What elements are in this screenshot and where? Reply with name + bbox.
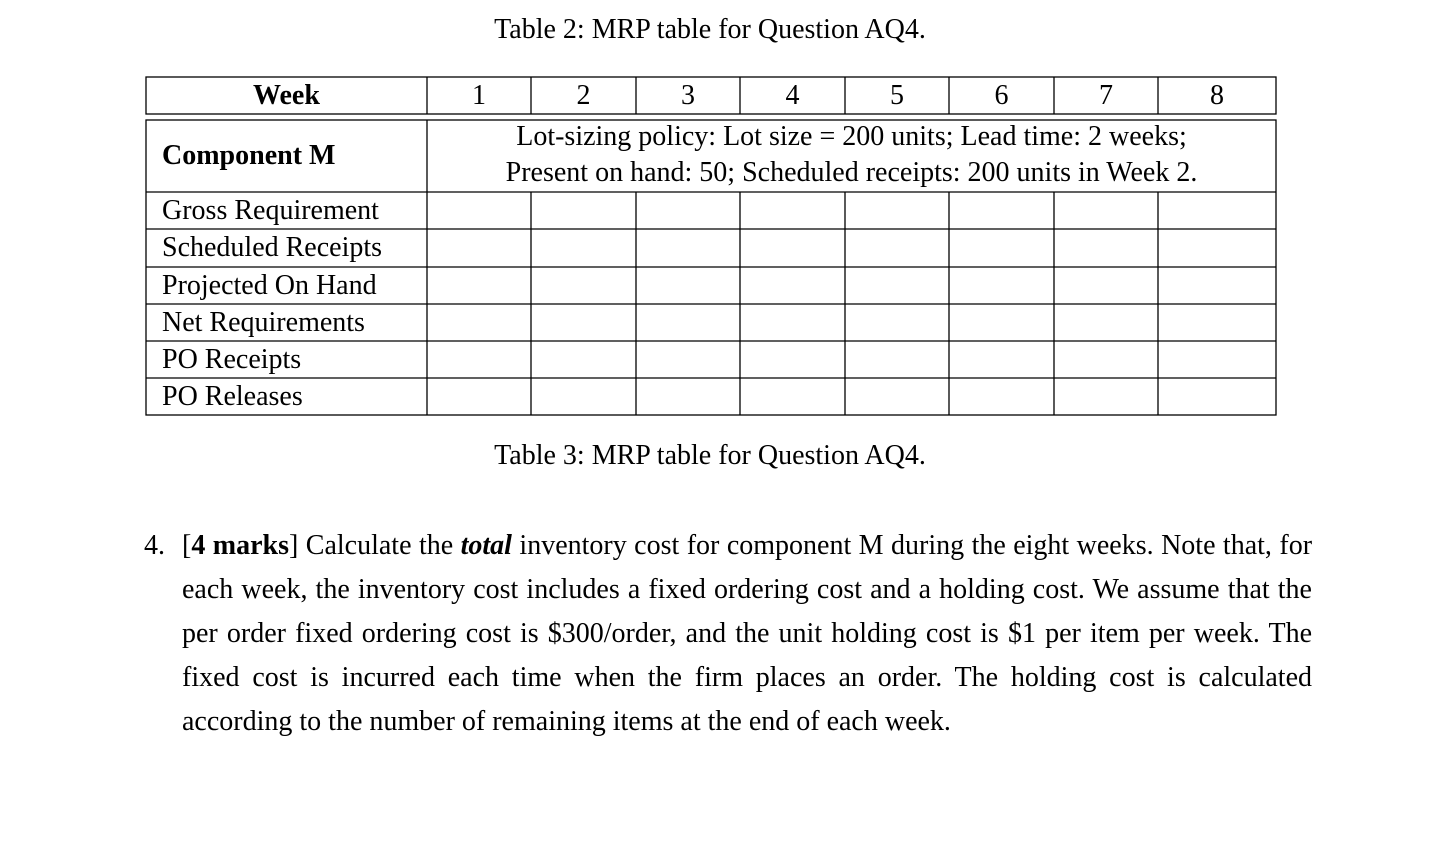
week-number-5: 5	[890, 79, 904, 111]
question-4	[144, 524, 1312, 744]
week-number-7: 7	[1099, 79, 1113, 111]
question-number: 4.	[144, 530, 165, 561]
question-emphasis: total	[460, 530, 512, 561]
week-header-label: Week	[253, 79, 320, 111]
week-number-2: 2	[576, 79, 591, 111]
question-text-lead: Calculate the	[305, 530, 454, 561]
week-number-8: 8	[1210, 79, 1224, 111]
row-label-gross-requirement: Gross Requirement	[162, 194, 379, 226]
question-marks: 4 marks	[191, 530, 289, 561]
row-label-scheduled-receipts: Scheduled Receipts	[162, 232, 383, 263]
policy-line-1: Lot-sizing policy: Lot size = 200 units; Lead time: 2 weeks;	[516, 121, 1187, 152]
question-text-main: inventory cost for component M during the eight weeks. Note that, for each week, the inventory cost includes a fixed ordering cost and a holding cost. We assume that the per order fixed ordering cost is $300/order, and the unit holding cost is $1 per item per week. The fixed cost is incurred each time when the firm places an order. The holding cost is calculated according to the number of remaining items at the end of each week.	[182, 530, 1313, 737]
week-number-4: 4	[785, 79, 800, 111]
lot-sizing-policy	[427, 118, 1276, 192]
table-caption-top: Table 2: MRP table for Question AQ4.	[494, 14, 926, 45]
row-label-po-releases: PO Releases	[162, 380, 303, 412]
week-number-3: 3	[681, 79, 695, 111]
week-number-6: 6	[994, 79, 1009, 111]
row-label-net-requirements: Net Requirements	[162, 306, 365, 338]
question-body: [4 marks] Calculate the total inventory cost for component M during the eight weeks. Note that, for each week, the inventory cost includes a fixed ordering cost and a holding cost. We assume that the per order fixed ordering cost is $300/order, and the unit holding cost is $1 per item per week. The fixed cost is incurred each time when the firm places an order. The holding cost is calculated according to the number of remaining items at the end of each week.	[182, 530, 1313, 737]
table-caption-bottom: Table 3: MRP table for Question AQ4.	[494, 440, 926, 471]
week-number-1: 1	[472, 79, 486, 111]
policy-line-2: Present on hand: 50; Scheduled receipts: 200 units in Week 2.	[505, 157, 1198, 188]
row-label-po-receipts: PO Receipts	[162, 343, 302, 375]
component-label: Component M	[162, 140, 336, 171]
row-label-projected-on-hand: Projected On Hand	[162, 269, 377, 301]
